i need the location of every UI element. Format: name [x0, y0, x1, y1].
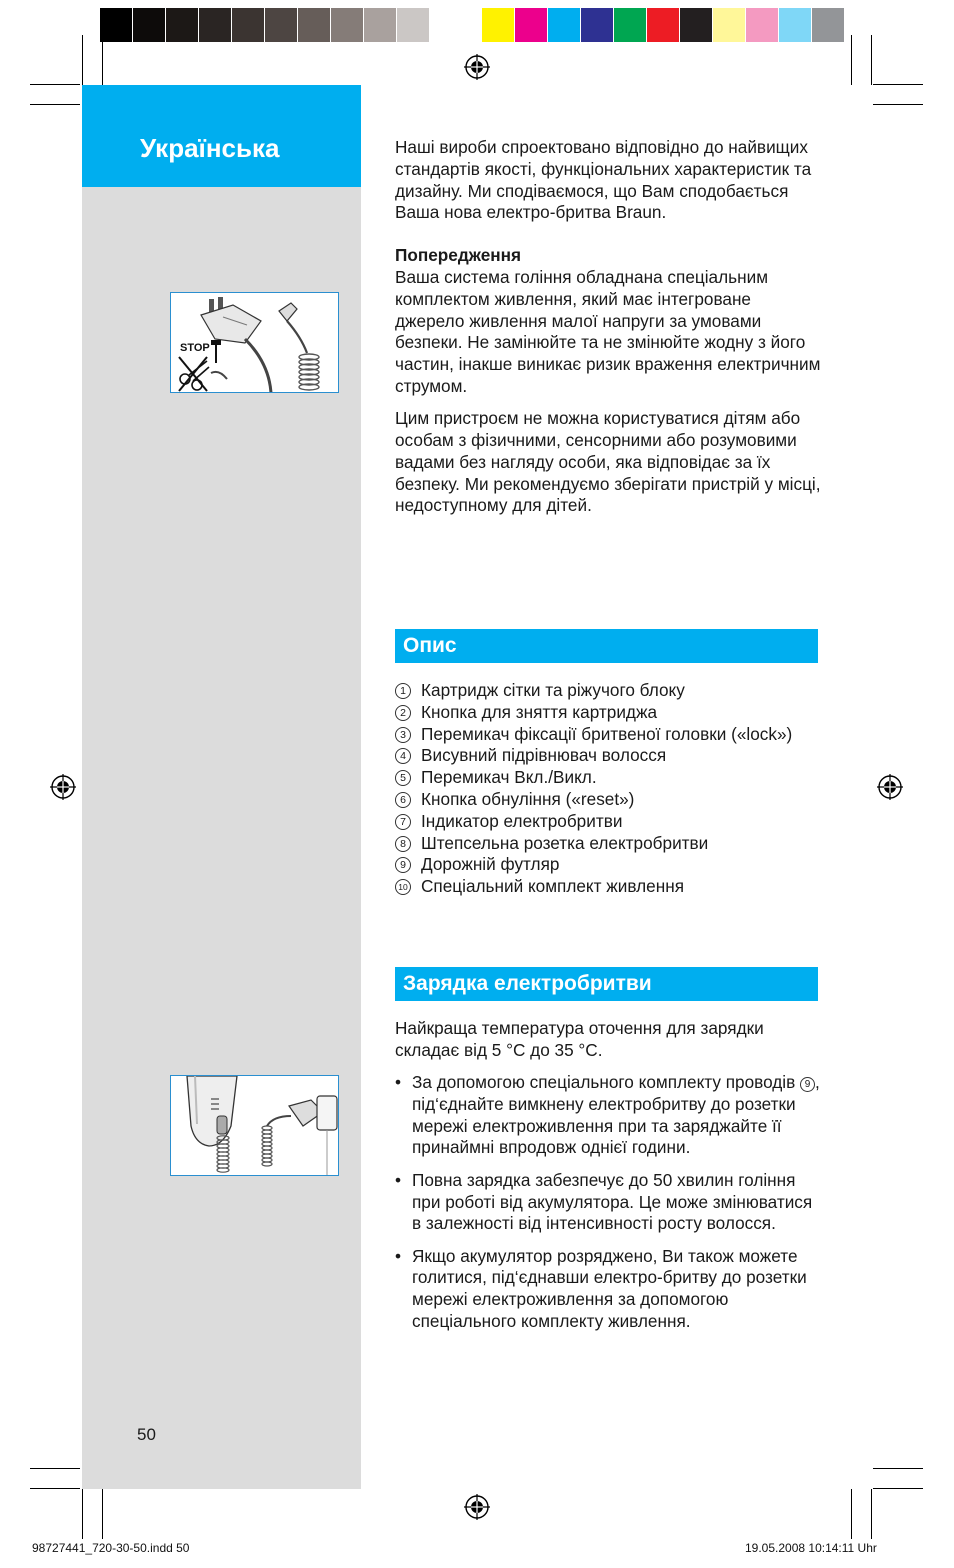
crop-mark: [871, 35, 872, 85]
plug-illustration: [171, 293, 339, 393]
gray-swatch: [331, 8, 364, 42]
charging-illustration: [171, 1076, 339, 1176]
list-item: [395, 1072, 825, 1159]
gray-swatch: [265, 8, 298, 42]
process-color-swatch: [614, 8, 647, 42]
list-item-text: Індикатор електробритви: [421, 810, 623, 831]
gray-swatch: [133, 8, 166, 42]
bullet-dot: •: [395, 1169, 402, 1190]
crop-mark: [873, 1488, 923, 1489]
part-number-icon: 9: [395, 857, 411, 873]
part-number-icon: 3: [395, 727, 411, 743]
description-section-header: Опис: [395, 629, 818, 663]
intro-paragraph: Наші вироби спроектовано відповідно до найвищих стандартів якості, функціональних характеристик та дизайну. Ми сподіваємося, що Вам сподобається Ваша нова електро-бритва Braun.: [395, 137, 812, 223]
list-item: [395, 724, 825, 746]
intro-text: [395, 137, 825, 528]
process-color-swatch: [482, 8, 515, 42]
process-color-swatch: [779, 8, 812, 42]
charging-text: [395, 1018, 825, 1343]
list-item-text: Висувний підрівнювач волосся: [421, 745, 667, 766]
part-number-icon: 4: [395, 748, 411, 764]
list-item: [395, 680, 825, 702]
part-number-icon: 1: [395, 683, 411, 699]
footer-file-info: 98727441_720-30-50.indd 50: [32, 1541, 190, 1555]
power-plug-warning-figure: [170, 292, 339, 393]
footer-timestamp: 19.05.2008 10:14:11 Uhr: [745, 1541, 877, 1555]
gray-swatch: [100, 8, 133, 42]
list-item-text: Спеціальний комплект живлення: [421, 876, 685, 897]
page-title: Українська: [140, 133, 280, 163]
crop-mark: [871, 1489, 872, 1539]
warning-heading: Попередження: [395, 245, 522, 266]
crop-mark: [82, 1489, 83, 1539]
part-number-9-icon: 9: [800, 1077, 815, 1092]
registration-mark-icon: [877, 774, 903, 800]
part-number-icon: 2: [395, 705, 411, 721]
list-item-text: Кнопка обнуління («reset»): [421, 788, 635, 809]
crop-mark: [82, 35, 83, 85]
list-item: [395, 745, 825, 767]
part-number-icon: 5: [395, 770, 411, 786]
list-item: [395, 702, 825, 724]
registration-mark-icon: [50, 774, 76, 800]
process-color-swatch: [812, 8, 845, 42]
list-item: [395, 789, 825, 811]
part-number-icon: 6: [395, 792, 411, 808]
crop-mark: [873, 84, 923, 85]
warning-paragraph: Ваша система гоління обладнана спеціальним комплектом живлення, який має інтегроване джерело живлення малої напруги за умовами безпеки. Не замінюйте та не змінюйте жодну з його частин, інакше виникає ризик враження електричним струмом.: [395, 266, 821, 396]
process-color-swatch: [680, 8, 713, 42]
registration-mark-icon: [464, 1494, 490, 1520]
crop-mark: [851, 1489, 852, 1539]
process-color-swatch: [746, 8, 779, 42]
crop-mark: [30, 1468, 80, 1469]
list-item-text: Штепсельна розетка електробритви: [421, 832, 709, 853]
process-color-swatch: [515, 8, 548, 42]
registration-mark-icon: [464, 54, 490, 80]
part-number-icon: 8: [395, 836, 411, 852]
crop-mark: [30, 1488, 80, 1489]
stop-label: STOP: [180, 342, 210, 354]
list-item-text: Перемикач Вкл./Викл.: [421, 767, 597, 788]
gray-swatch: [166, 8, 199, 42]
bullet-dot: •: [395, 1072, 402, 1093]
list-item-text: Дорожній футляр: [421, 854, 560, 875]
crop-mark: [30, 104, 80, 105]
crop-mark: [873, 1468, 923, 1469]
list-item: [395, 1170, 825, 1235]
gray-swatch: [397, 8, 430, 42]
bullet-text: Повна зарядка забезпечує до 50 хвилин гоління при роботі від акумулятора. Це може змінюватися в залежності від інтенсивності росту волосся.: [412, 1169, 813, 1234]
list-item: [395, 767, 825, 789]
part-number-icon: 10: [395, 879, 411, 895]
process-color-swatch: [581, 8, 614, 42]
list-item: [395, 833, 825, 855]
bullet-text: Якщо акумулятор розряджено, Ви також можете голитися, під‘єднавши електро-бритву до розетки мережі електроживлення за допомогою спеціального комплекту живлення.: [412, 1245, 807, 1332]
gray-swatch: [364, 8, 397, 42]
list-item-text: Перемикач фіксації бритвеної головки («lock»): [421, 723, 793, 744]
crop-mark: [102, 1489, 103, 1539]
crop-mark: [30, 84, 80, 85]
crop-mark: [102, 35, 103, 85]
part-number-icon: 7: [395, 814, 411, 830]
gray-color-bar: [100, 8, 463, 42]
shaver-charging-figure: [170, 1075, 339, 1176]
process-color-swatch: [548, 8, 581, 42]
page-number: 50: [137, 1425, 156, 1444]
gray-swatch: [298, 8, 331, 42]
charging-section-header: Зарядка електробритви: [395, 967, 818, 1001]
bullet-dot: •: [395, 1245, 402, 1266]
crop-mark: [851, 35, 852, 85]
list-item: [395, 1246, 825, 1333]
gray-swatch: [430, 8, 463, 42]
gray-swatch: [232, 8, 265, 42]
crop-mark: [873, 104, 923, 105]
language-title-box: [82, 85, 361, 187]
bullet-text: За допомогою спеціального комплекту проводів 9 , під‘єднайте вимкнену електробритву до розетки мережі електроживлення при та заряджайте її принаймні впродовж однієї години.: [412, 1072, 820, 1158]
children-warning-paragraph: Цим пристроєм не можна користуватися дітям або особам з фізичними, сенсорними або розумовими вадами без нагляду особи, яка відповідає за їх безпеку. Ми рекомендуємо зберігати пристрій у місці, недоступному для дітей.: [395, 408, 821, 516]
list-item: [395, 876, 825, 898]
list-item-text: Картридж сітки та ріжучого блоку: [421, 680, 685, 700]
list-item: [395, 811, 825, 833]
process-color-swatch: [647, 8, 680, 42]
list-item: [395, 854, 825, 876]
list-item-text: Кнопка для зняття картриджа: [421, 701, 658, 722]
temperature-paragraph: Найкраща температура оточення для зарядки складає від 5 °C до 35 °C.: [395, 1018, 764, 1060]
parts-list: [395, 680, 825, 898]
process-color-swatch: [713, 8, 746, 42]
process-color-bar: [482, 8, 845, 42]
gray-swatch: [199, 8, 232, 42]
